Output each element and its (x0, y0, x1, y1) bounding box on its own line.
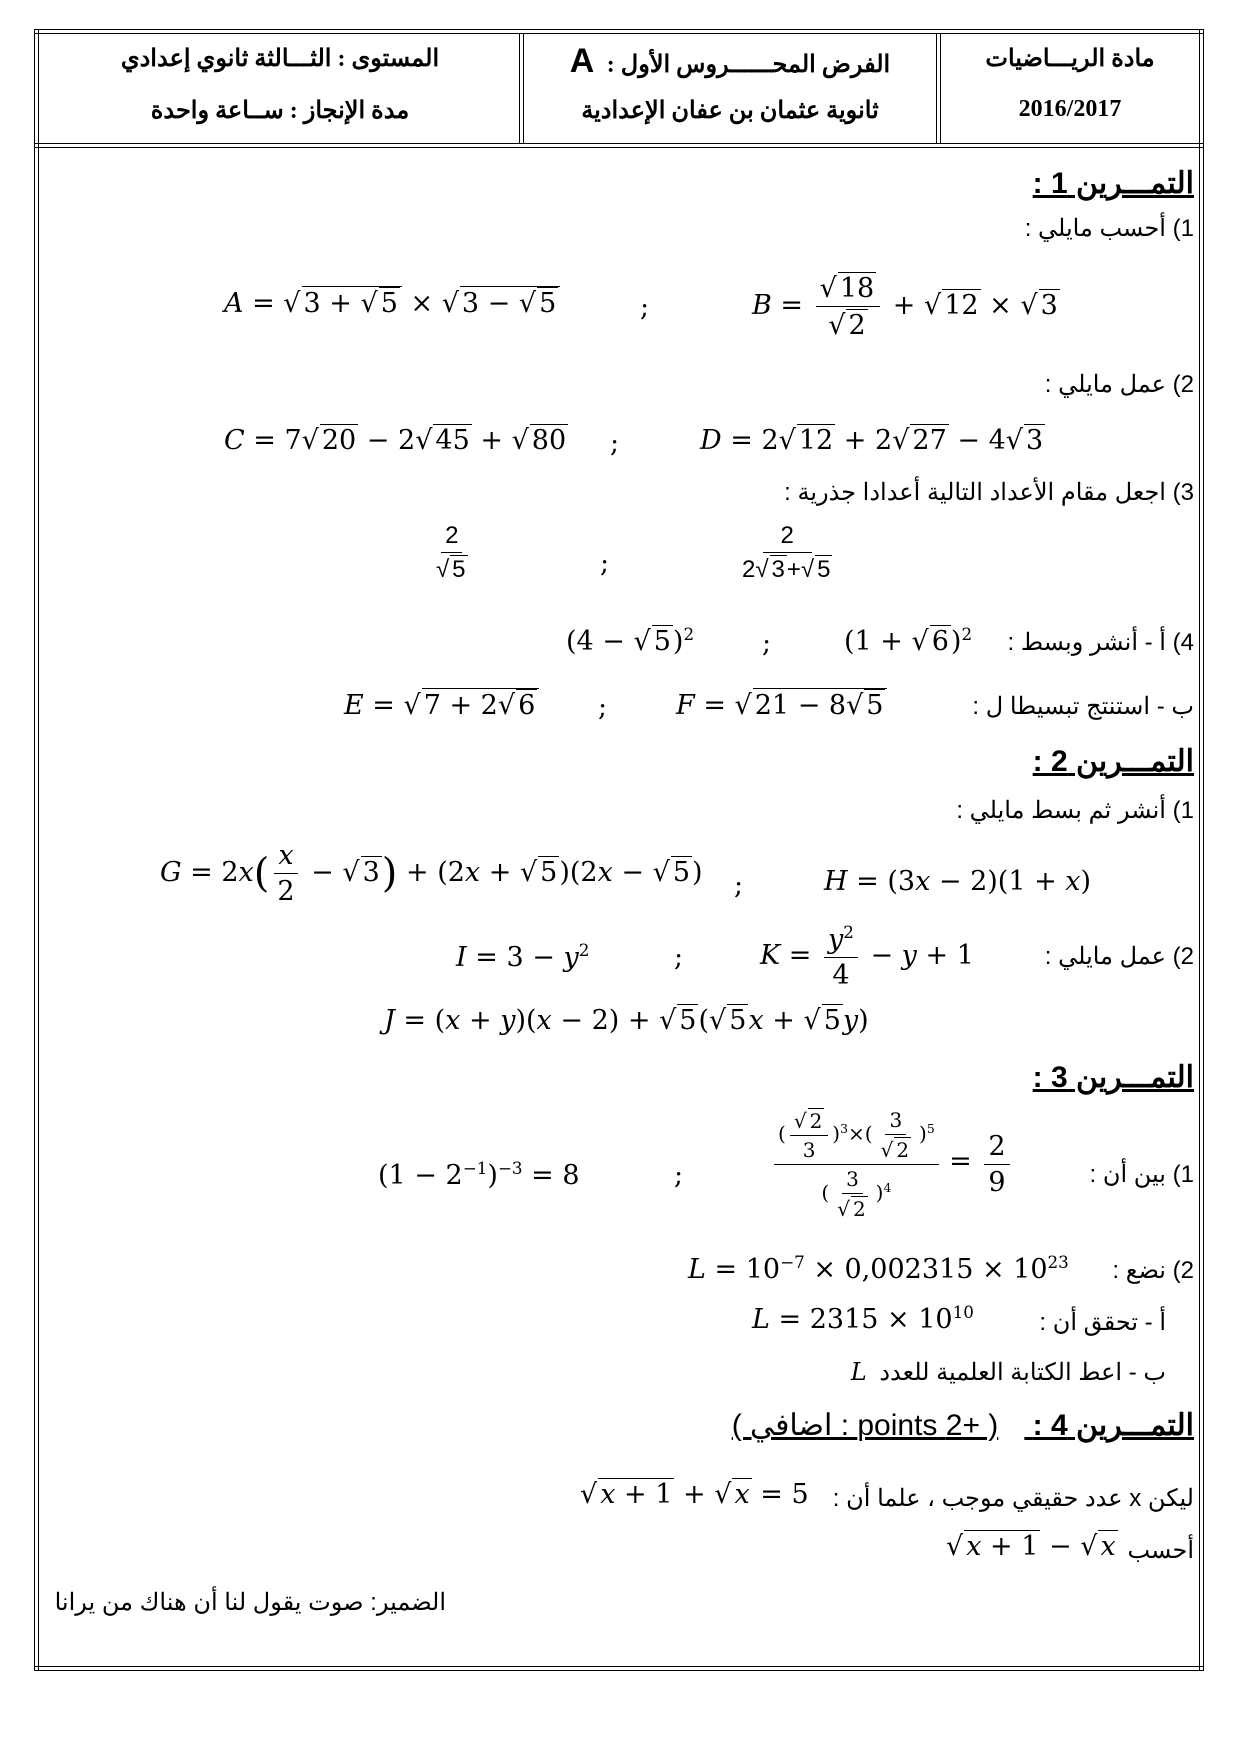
expr-B: B = $\frac{√ 18}{√ 2}$ + √ 12 × √ 3 (752, 273, 1058, 341)
ex2-q2: 2) عمل مايلي : (1044, 943, 1194, 970)
ex1-sep-4: ; (762, 628, 772, 659)
ex4-bonus: ( +2 points : اضافي ) (731, 1409, 999, 1442)
expr-L-def: $L = 10^{-7} \times 0,002315 \times 10^{23}$ (688, 1252, 1069, 1285)
expr-I: $I = 3 - y^2$ (456, 940, 590, 973)
expr-power-1: $(1 - 2^{-1})^{-3} = 8$ (378, 1158, 580, 1191)
ex1-q1: 1) أحسب مايلي : (1024, 215, 1194, 242)
ex4-line1: ليكن x عدد حقيقي موجب ، علما أن : (832, 1485, 1194, 1512)
expr-H: H = (3x − 2)(1 + x) (824, 866, 1092, 897)
header-year: 2016/2017 (1018, 96, 1122, 122)
ex1-sep-3: ; (600, 548, 610, 579)
expr-D: D = 2√ 12 + 2√ 27 − 4√ 3 (700, 425, 1044, 456)
ex1-title: التمـــرين 1 : (1032, 167, 1194, 200)
exam-title-text: الفرض المحــــــروس الأول : (606, 52, 891, 78)
header-col-divider-2 (936, 34, 941, 144)
outer-frame-top (34, 29, 1204, 34)
expr-root-diff: √ x + 1 − √ x (946, 1531, 1116, 1562)
outer-frame-right (1199, 29, 1204, 1671)
ex4-heading (732, 1408, 1194, 1443)
ex3-q2b (851, 1358, 1166, 1387)
expr-square-1: (4 − √ 5)$^2$ (566, 624, 695, 657)
ex2-sep-2: ; (674, 942, 684, 973)
expr-A: A = √ 3 + √ 5 × √ 3 − √ 5 (224, 286, 560, 319)
expr-E: E = √ 7 + 2√ 6 (344, 688, 539, 721)
ex1-q4b: ب - استنتج تبسيطا ل : (972, 693, 1194, 720)
expr-L-check: $L = 2315 \times 10^{10}$ (752, 1302, 974, 1335)
ex3-q2: 2) نضع : (1112, 1257, 1194, 1284)
expr-J: J = (x + y)(x − 2) + √ 5(√ 5x + √ 5y) (384, 1005, 869, 1036)
expr-power-frac: ( $\frac{√ 2}{3}$ )$^3$×( $\frac{3}{√ 2}$ )$^5$ ( $\frac{3}{√ 2}$ )$^4$ = $\frac{2}{9}$ (770, 1108, 1014, 1221)
exam-version: A (569, 42, 595, 80)
ex1-q4a: 4) أ - أنشر وبسط : (1007, 629, 1194, 656)
header-duration: مدة الإنجاز : ســاعة واحدة (150, 98, 410, 124)
ex3-q2b-text: ب - اعط الكتابة العلمية للعدد (879, 1359, 1166, 1386)
header-level: المستوى : الثـــالثة ثانوي إعدادي (120, 46, 440, 72)
footer-quote: الضمير: صوت يقول لنا أن هناك من يرانا (54, 1589, 446, 1616)
header-divider (34, 143, 1204, 148)
header-school: ثانوية عثمان بن عفان الإعدادية (581, 98, 879, 124)
ex1-sep-1: ; (640, 292, 650, 323)
ex3-title: التمـــرين 3 : (1032, 1061, 1194, 1094)
header-col-divider-1 (519, 34, 524, 144)
ex1-sep-5: ; (598, 692, 608, 723)
expr-frac-1: $\frac{2}{√ 5}$ (436, 522, 466, 583)
ex1-q2: 2) عمل مايلي : (1044, 371, 1194, 398)
ex1-sep-2: ; (610, 428, 620, 459)
ex2-q1: 1) أنشر ثم بسط مايلي : (956, 797, 1194, 824)
ex3-q2b-var: L (850, 1358, 867, 1386)
expr-frac-2: $\frac{2}{2√ 3+√ 5}$ (742, 522, 831, 583)
expr-G: G = 2x( $\frac{x}{2}$ − √ 3) + (2x + √ 5)(2x − √ 5) (160, 840, 703, 907)
ex2-sep-1: ; (734, 870, 744, 901)
ex4-line2: أحسب (1127, 1537, 1194, 1564)
expr-root-sum: √ x + 1 + √ x = 5 (580, 1479, 809, 1510)
expr-F: F = √ 21 − 8√ 5 (676, 688, 887, 721)
expr-square-2: (1 + √ 6)$^2$ (844, 624, 973, 657)
ex3-q2a: أ - تحقق أن : (1039, 1309, 1166, 1336)
ex1-q3: 3) اجعل مقام الأعداد التالية أعدادا جذرية : (784, 479, 1194, 506)
expr-C: C = 7√ 20 − 2√ 45 + √ 80 (224, 425, 567, 456)
expr-K: K = $\frac{y^2}{4}$ − y + 1 (760, 922, 974, 991)
outer-frame-bottom (34, 1666, 1204, 1671)
ex4-title: التمـــرين 4 : (1032, 1409, 1194, 1442)
outer-frame-left (34, 29, 39, 1671)
header-subject: مادة الريـــاضيات (985, 46, 1155, 72)
ex2-title: التمـــرين 2 : (1032, 745, 1194, 778)
header-exam-title (560, 42, 900, 81)
ex3-q1: 1) بين أن : (1089, 1161, 1194, 1188)
ex3-sep-1: ; (674, 1160, 684, 1191)
